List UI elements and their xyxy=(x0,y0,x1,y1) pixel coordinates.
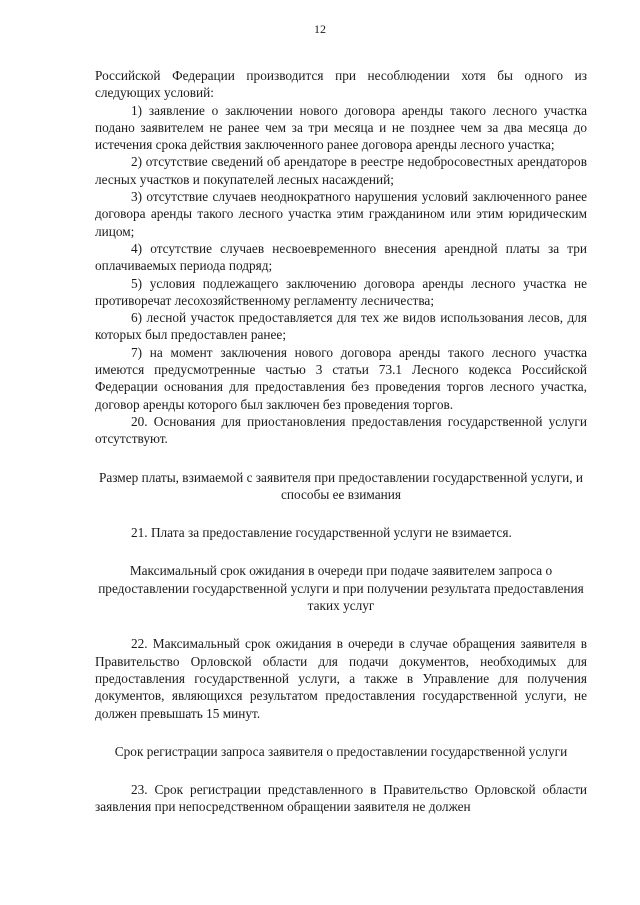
page-number: 12 xyxy=(314,22,326,36)
condition-1: 1) заявление о заключении нового договора аренды такого лесного участка подано заявителем не ранее чем за три месяца и не позднее чем за два месяца до истечения срока действия заключенного ранее договора аренды лесного участка; xyxy=(95,102,587,153)
spacer xyxy=(95,503,587,524)
spacer xyxy=(95,541,587,562)
page-content xyxy=(95,67,587,816)
spacer xyxy=(95,760,587,781)
section-heading-registration: Срок регистрации запроса заявителя о предоставлении государственной услуги xyxy=(114,743,568,759)
paragraph-21: 21. Плата за предоставление государственной услуги не взимается. xyxy=(131,525,512,541)
paragraph-23: 23. Срок регистрации представленного в Правительство Орловской области заявления при непосредственном обращении заявителя не должен xyxy=(95,782,587,815)
section-heading-wait: Максимальный срок ожидания в очереди при подаче заявителем запроса о предоставлении государственной услуги и при получении результата предоставления таких услуг xyxy=(98,563,584,614)
spacer xyxy=(95,722,587,743)
condition-3: 3) отсутствие случаев неоднократного нарушения условий заключенного ранее договора аренды такого лесного участка этим гражданином или этим юридическим лицом; xyxy=(95,189,587,239)
condition-7: 7) на момент заключения нового договора аренды такого лесного участка имеются предусмотренные частью 3 статьи 73.1 Лесного кодекса Российской Федерации основания для предоставления без проведения торгов лесного участка, договор аренды которого был заключен без проведения торгов. xyxy=(95,344,587,412)
spacer xyxy=(95,614,587,635)
condition-2: 2) отсутствие сведений об арендаторе в реестре недобросовестных арендаторов лесных участков и покупателей лесных насаждений; xyxy=(95,154,587,187)
spacer xyxy=(95,448,587,469)
paragraph-22: 22. Максимальный срок ожидания в очереди в случае обращения заявителя в Правительство Орловской области для подачи документов, необходимых для предоставления государственной услуги, а также в Управление для получения документов, являющихся результатом предоставления государственной услуги, не должен превышать 15 минут. xyxy=(95,636,587,721)
condition-5: 5) условия подлежащего заключению договора аренды лесного участка не противоречат лесохозяйственному регламенту лесничества; xyxy=(95,275,587,308)
condition-4: 4) отсутствие случаев несвоевременного внесения арендной платы за три оплачиваемых периода подряд; xyxy=(95,240,587,274)
condition-6: 6) лесной участок предоставляется для тех же видов использования лесов, для которых был предоставлен ранее; xyxy=(95,310,587,343)
intro-paragraph: Российской Федерации производится при несоблюдении хотя бы одного из следующих условий: xyxy=(95,68,587,101)
section-heading-fee: Размер платы, взимаемой с заявителя при предоставлении государственной услуги, и способы ее взимания xyxy=(98,469,584,502)
paragraph-20: 20. Основания для приостановления предоставления государственной услуги отсутствуют. xyxy=(95,413,587,447)
